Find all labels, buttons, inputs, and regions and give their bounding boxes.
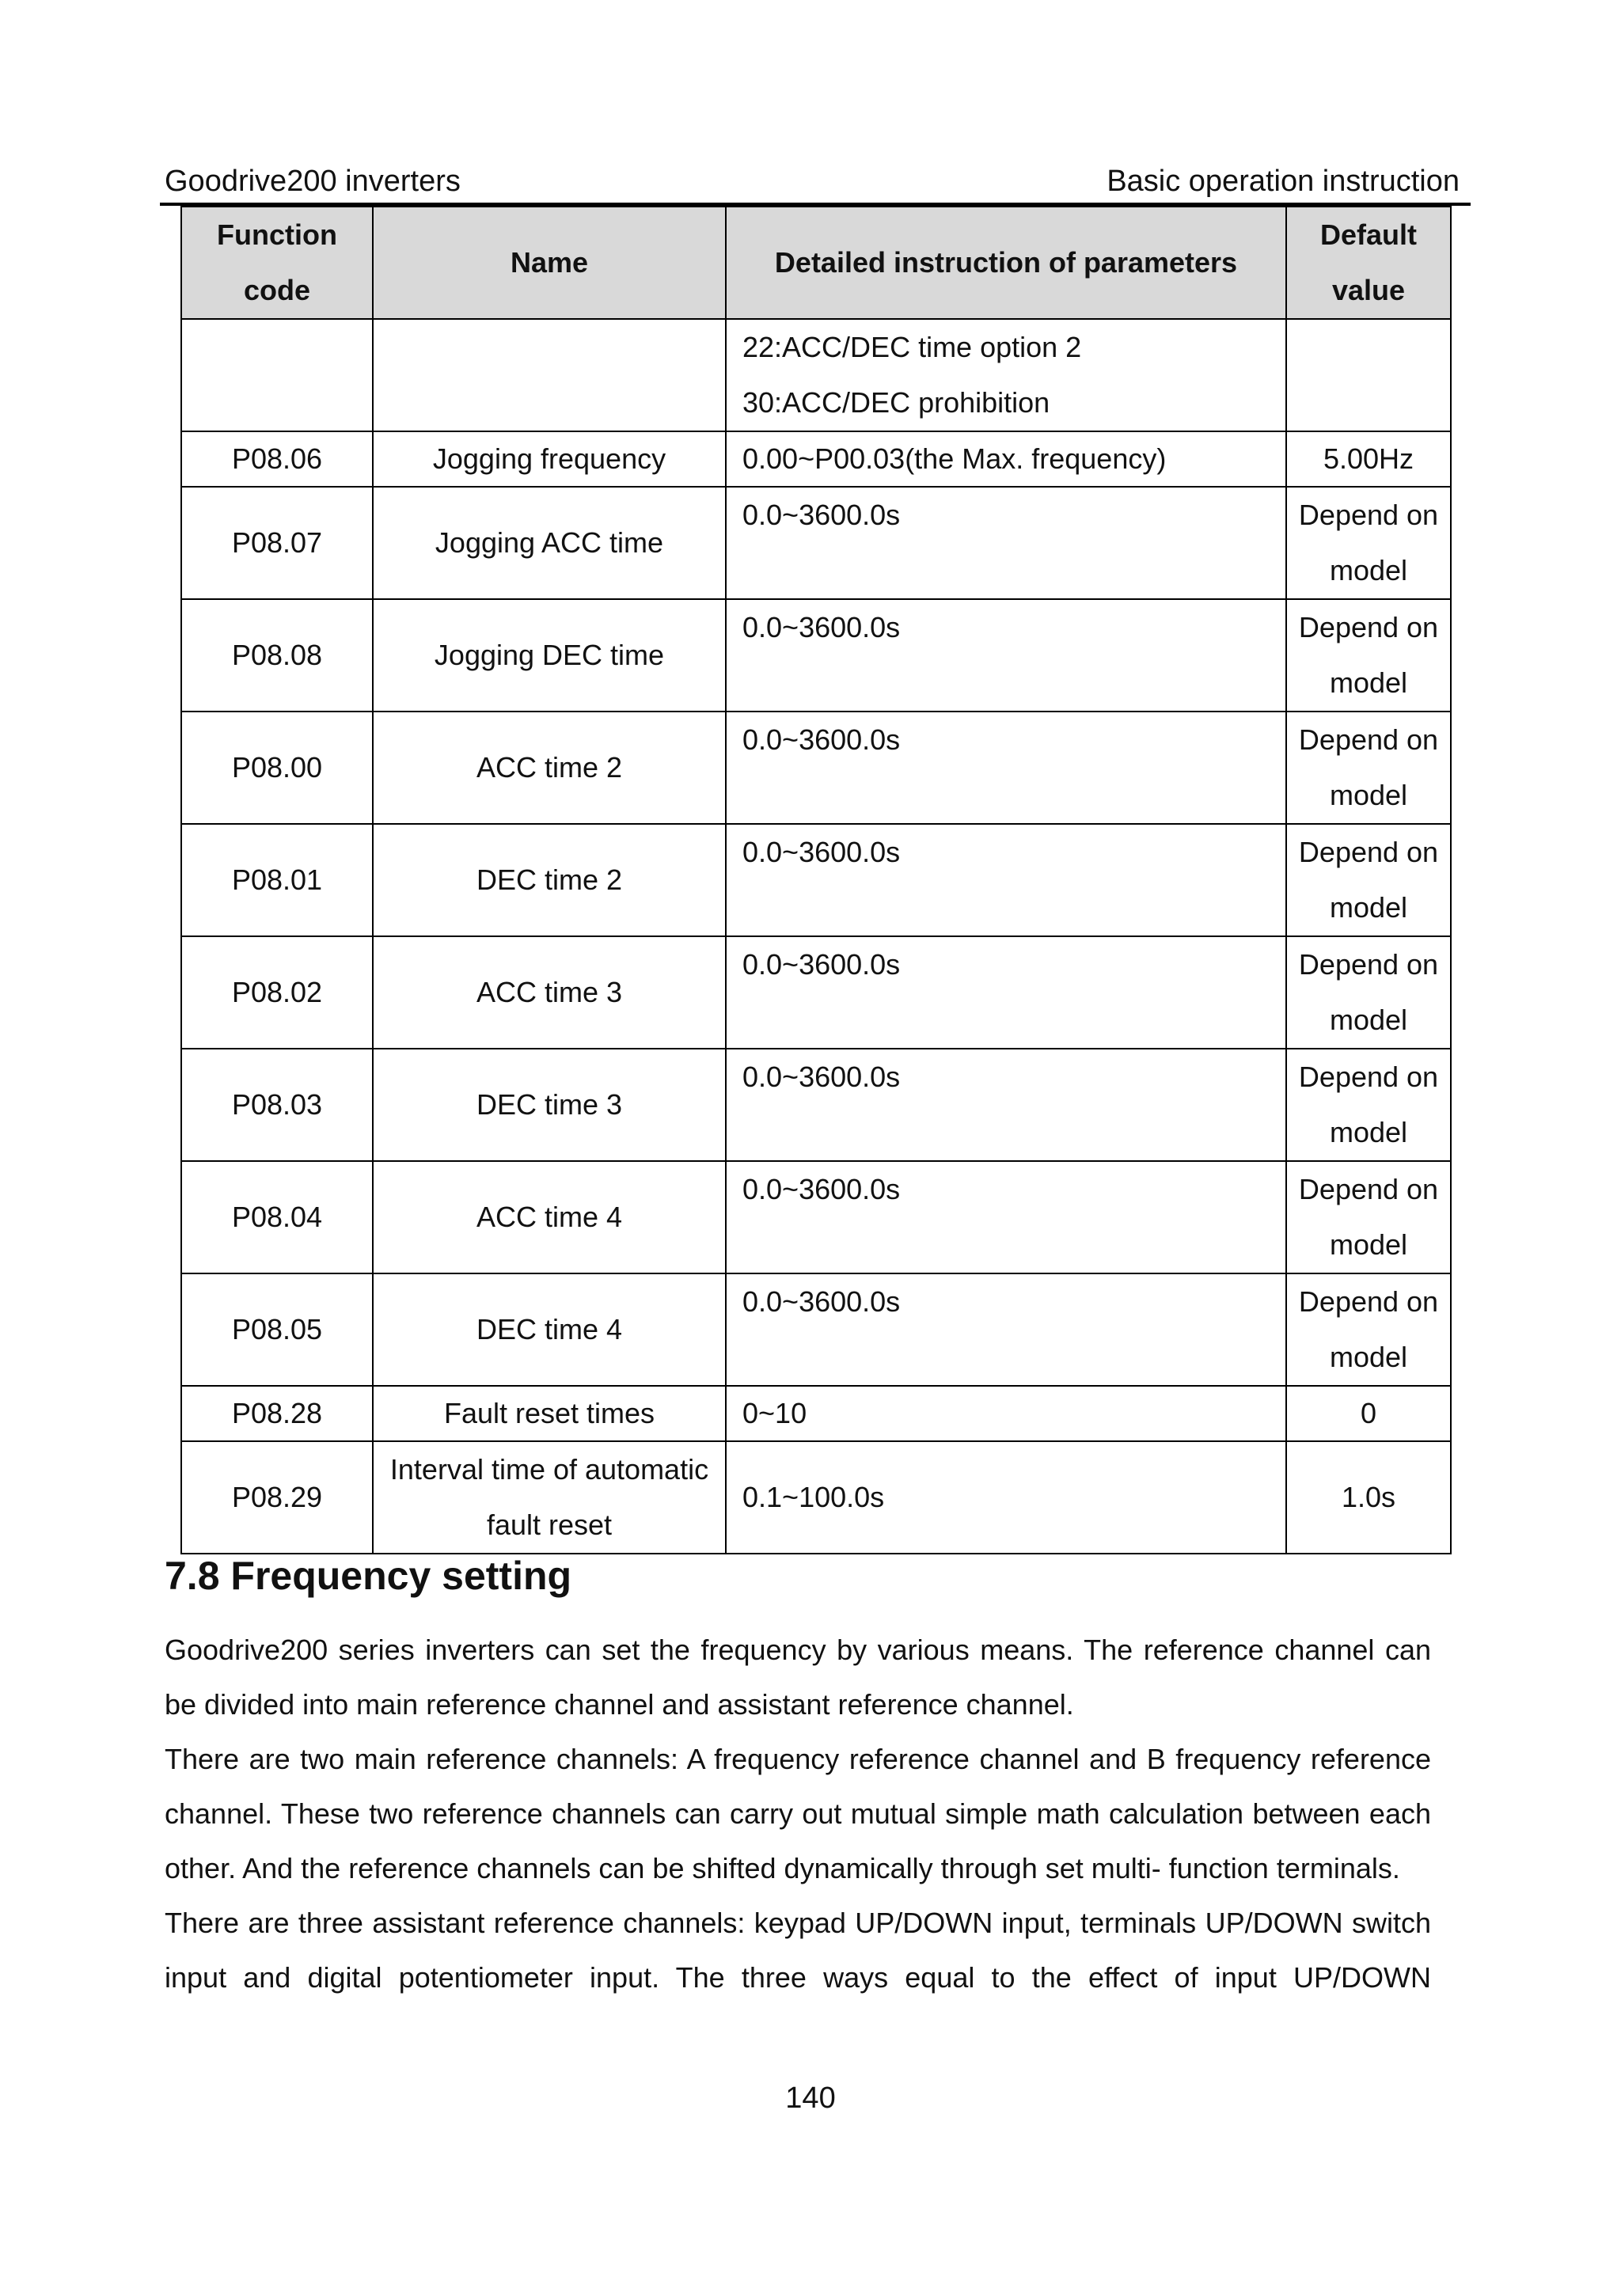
paragraph: Goodrive200 series inverters can set the frequency by various means. The reference channel can be divided into main reference channel and assistant reference channel.: [165, 1634, 1431, 1721]
cell-description: [726, 1161, 1286, 1273]
cell-name: DEC time 2: [373, 824, 726, 936]
description-line: 22:ACC/DEC time option 2: [742, 331, 1082, 363]
cell-name: Jogging frequency: [373, 431, 726, 487]
cell-default: [1286, 1273, 1451, 1386]
cell-name: DEC time 3: [373, 1049, 726, 1161]
column-header-name: Name: [373, 207, 726, 319]
cell-description: [726, 824, 1286, 936]
table-row: [181, 936, 1451, 1049]
section-body: [165, 1622, 1431, 2005]
table-header-row: [181, 207, 1451, 319]
default-value-text: Depend on model: [1298, 611, 1439, 699]
description-line: 0.0~3600.0s: [742, 836, 901, 868]
cell-name: DEC time 4: [373, 1273, 726, 1386]
description-line: 0.0~3600.0s: [742, 948, 901, 981]
header-chapter-title: Basic operation instruction: [1107, 165, 1460, 198]
paragraph: There are two main reference channels: A frequency reference channel and B frequency reference channel. These two reference channels can carry out mutual simple math calculation between each other. And the reference channels can be shifted dynamically through set multi- function terminals.: [165, 1743, 1431, 1884]
cell-code: P08.29: [181, 1441, 373, 1554]
table-row: [181, 1161, 1451, 1273]
cell-description: [726, 487, 1286, 599]
cell-code: [181, 319, 373, 431]
cell-description: [726, 936, 1286, 1049]
table-body: [181, 319, 1451, 1554]
column-header-line: code: [243, 274, 311, 306]
description-line: 0.0~3600.0s: [742, 1285, 901, 1318]
cell-description: [726, 599, 1286, 712]
cell-name: ACC time 3: [373, 936, 726, 1049]
cell-name: Jogging ACC time: [373, 487, 726, 599]
table-row: [181, 487, 1451, 599]
table-row: [181, 1386, 1451, 1441]
cell-code: P08.06: [181, 431, 373, 487]
cell-description: 0.00~P00.03(the Max. frequency): [726, 431, 1286, 487]
table-row: [181, 1049, 1451, 1161]
default-value-text: Depend on model: [1298, 1061, 1439, 1148]
table-row: [181, 319, 1451, 431]
column-header-line: Function: [217, 218, 337, 251]
table-row: [181, 712, 1451, 824]
default-value-text: Depend on model: [1298, 836, 1439, 924]
cell-default: [1286, 487, 1451, 599]
description-line: 0.0~3600.0s: [742, 499, 901, 531]
cell-name: [373, 1441, 726, 1554]
cell-description: [726, 1273, 1286, 1386]
cell-default: 5.00Hz: [1286, 431, 1451, 487]
table-row: [181, 824, 1451, 936]
page-header: [165, 165, 1460, 204]
description-line: 0.0~3600.0s: [742, 723, 901, 756]
default-value-text: Depend on model: [1298, 1285, 1439, 1373]
cell-code: P08.28: [181, 1386, 373, 1441]
cell-description: [726, 1049, 1286, 1161]
cell-default: [1286, 319, 1451, 431]
column-header-line: Default: [1319, 218, 1417, 251]
cell-code: P08.01: [181, 824, 373, 936]
description-line: 0.0~3600.0s: [742, 1061, 901, 1093]
section-heading: 7.8 Frequency setting: [165, 1554, 572, 1598]
cell-default: [1286, 936, 1451, 1049]
cell-default: [1286, 824, 1451, 936]
default-value-text: Depend on model: [1298, 1173, 1439, 1261]
cell-description: [726, 319, 1286, 431]
description-line: 0.0~3600.0s: [742, 611, 901, 643]
cell-default: 0: [1286, 1386, 1451, 1441]
cell-default: [1286, 1161, 1451, 1273]
default-value-text: Depend on model: [1298, 499, 1439, 586]
description-line: 0.0~3600.0s: [742, 1173, 901, 1205]
table-row: [181, 1441, 1451, 1554]
cell-code: P08.05: [181, 1273, 373, 1386]
default-value-text: Depend on model: [1298, 723, 1439, 811]
cell-description: [726, 712, 1286, 824]
column-header-function-code: [181, 207, 373, 319]
cell-name: Jogging DEC time: [373, 599, 726, 712]
table-row: [181, 599, 1451, 712]
cell-code: P08.03: [181, 1049, 373, 1161]
cell-name: [373, 319, 726, 431]
default-value-text: Depend on model: [1298, 948, 1439, 1036]
paragraph: There are three assistant reference channels: keypad UP/DOWN input, terminals UP/DOWN switch input and digital potentiometer input. The three ways equal to the effect of input UP/DOWN: [165, 1907, 1431, 1994]
cell-name: Fault reset times: [373, 1386, 726, 1441]
description-line: 30:ACC/DEC prohibition: [742, 386, 1050, 419]
cell-description: 0.1~100.0s: [726, 1441, 1286, 1554]
cell-name: ACC time 2: [373, 712, 726, 824]
parameter-table: [180, 206, 1452, 1554]
cell-code: P08.07: [181, 487, 373, 599]
cell-default: 1.0s: [1286, 1441, 1451, 1554]
table-row: [181, 431, 1451, 487]
cell-code: P08.00: [181, 712, 373, 824]
cell-default: [1286, 599, 1451, 712]
cell-default: [1286, 712, 1451, 824]
cell-code: P08.08: [181, 599, 373, 712]
column-header-default-value: [1286, 207, 1451, 319]
name-text: Interval time of automatic fault reset: [389, 1453, 709, 1541]
cell-code: P08.04: [181, 1161, 373, 1273]
column-header-description: Detailed instruction of parameters: [726, 207, 1286, 319]
cell-code: P08.02: [181, 936, 373, 1049]
cell-name: ACC time 4: [373, 1161, 726, 1273]
column-header-line: value: [1331, 274, 1406, 306]
cell-description: 0~10: [726, 1386, 1286, 1441]
page-number: 140: [785, 2082, 836, 2115]
table-row: [181, 1273, 1451, 1386]
header-doc-title: Goodrive200 inverters: [165, 165, 461, 198]
cell-default: [1286, 1049, 1451, 1161]
